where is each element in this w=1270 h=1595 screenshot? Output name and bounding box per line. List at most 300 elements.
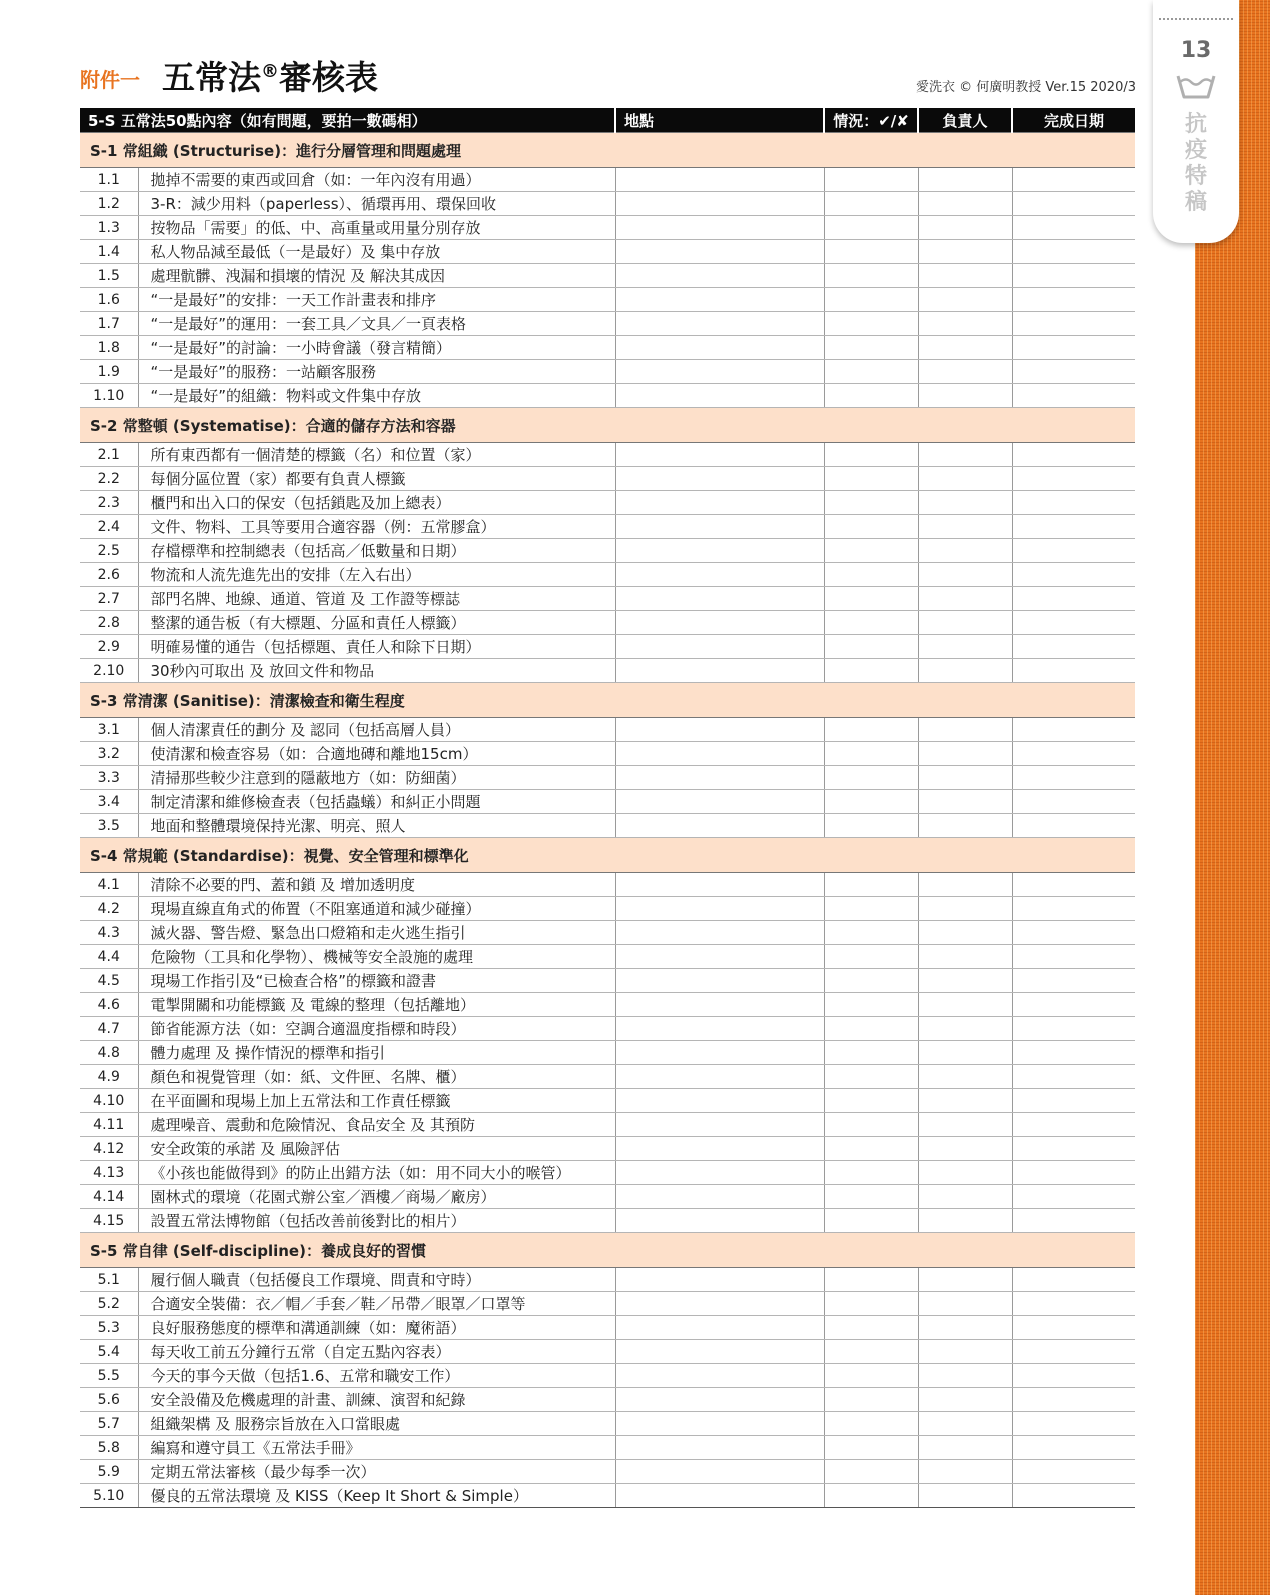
location-cell[interactable] bbox=[615, 1089, 824, 1113]
responsible-cell[interactable] bbox=[918, 993, 1012, 1017]
responsible-cell[interactable] bbox=[918, 443, 1012, 467]
table-row bbox=[80, 264, 1135, 288]
responsible-cell[interactable] bbox=[918, 1436, 1012, 1460]
table-row bbox=[80, 1185, 1135, 1209]
responsible-cell[interactable] bbox=[918, 1161, 1012, 1185]
item-text: 合適安全裝備：衣／帽／手套／鞋／吊帶／眼罩／口罩等 bbox=[138, 1292, 615, 1316]
responsible-cell[interactable] bbox=[918, 814, 1012, 838]
table-row bbox=[80, 1292, 1135, 1316]
status-cell[interactable] bbox=[824, 467, 918, 491]
status-cell[interactable] bbox=[824, 563, 918, 587]
location-cell[interactable] bbox=[615, 1161, 824, 1185]
status-cell[interactable] bbox=[824, 611, 918, 635]
responsible-cell[interactable] bbox=[918, 1137, 1012, 1161]
responsible-cell[interactable] bbox=[918, 1268, 1012, 1292]
responsible-cell[interactable] bbox=[918, 921, 1012, 945]
location-cell[interactable] bbox=[615, 945, 824, 969]
completion-date-cell[interactable] bbox=[1012, 1017, 1135, 1041]
responsible-cell[interactable] bbox=[918, 969, 1012, 993]
location-cell[interactable] bbox=[615, 360, 824, 384]
completion-date-cell[interactable] bbox=[1012, 312, 1135, 336]
responsible-cell[interactable] bbox=[918, 873, 1012, 897]
tab-vertical-label bbox=[1153, 112, 1239, 216]
completion-date-cell[interactable] bbox=[1012, 360, 1135, 384]
title-text: 五常法 bbox=[162, 58, 261, 97]
item-number: 4.8 bbox=[80, 1041, 138, 1065]
item-number: 3.4 bbox=[80, 790, 138, 814]
item-text: 清掃那些較少注意到的隱蔽地方（如：防細菌） bbox=[138, 766, 615, 790]
completion-date-cell[interactable] bbox=[1012, 1316, 1135, 1340]
table-row bbox=[80, 1065, 1135, 1089]
location-cell[interactable] bbox=[615, 1340, 824, 1364]
item-text: 櫃門和出入口的保安（包括鎖匙及加上總表） bbox=[138, 491, 615, 515]
responsible-cell[interactable] bbox=[918, 240, 1012, 264]
location-cell[interactable] bbox=[615, 921, 824, 945]
location-cell[interactable] bbox=[615, 491, 824, 515]
responsible-cell[interactable] bbox=[918, 360, 1012, 384]
completion-date-cell[interactable] bbox=[1012, 539, 1135, 563]
item-number: 5.6 bbox=[80, 1388, 138, 1412]
status-cell[interactable] bbox=[824, 443, 918, 467]
responsible-cell[interactable] bbox=[918, 1292, 1012, 1316]
status-cell[interactable] bbox=[824, 264, 918, 288]
location-cell[interactable] bbox=[615, 240, 824, 264]
column-header-content: 5-S 五常法50點內容（如有問題，要拍一數碼相） bbox=[80, 108, 615, 133]
completion-date-cell[interactable] bbox=[1012, 1364, 1135, 1388]
location-cell[interactable] bbox=[615, 766, 824, 790]
item-number: 1.3 bbox=[80, 216, 138, 240]
item-text: 履行個人職責（包括優良工作環境、問責和守時） bbox=[138, 1268, 615, 1292]
location-cell[interactable] bbox=[615, 1412, 824, 1436]
item-number: 2.1 bbox=[80, 443, 138, 467]
item-number: 5.4 bbox=[80, 1340, 138, 1364]
tab-label-char: 疫 bbox=[1184, 138, 1207, 163]
completion-date-cell[interactable] bbox=[1012, 1185, 1135, 1209]
item-text: 處理噪音、震動和危險情況、食品安全 及 其預防 bbox=[138, 1113, 615, 1137]
status-cell[interactable] bbox=[824, 814, 918, 838]
status-cell[interactable] bbox=[824, 1137, 918, 1161]
location-cell[interactable] bbox=[615, 539, 824, 563]
location-cell[interactable] bbox=[615, 742, 824, 766]
item-text: 電掣開關和功能標籤 及 電線的整理（包括離地） bbox=[138, 993, 615, 1017]
table-row bbox=[80, 467, 1135, 491]
responsible-cell[interactable] bbox=[918, 897, 1012, 921]
status-cell[interactable] bbox=[824, 1436, 918, 1460]
responsible-cell[interactable] bbox=[918, 192, 1012, 216]
responsible-cell[interactable] bbox=[918, 1089, 1012, 1113]
completion-date-cell[interactable] bbox=[1012, 336, 1135, 360]
responsible-cell[interactable] bbox=[918, 1316, 1012, 1340]
status-cell[interactable] bbox=[824, 873, 918, 897]
table-row bbox=[80, 336, 1135, 360]
status-cell[interactable] bbox=[824, 1484, 918, 1508]
location-cell[interactable] bbox=[615, 1292, 824, 1316]
item-text: 整潔的通告板（有大標題、分區和責任人標籤） bbox=[138, 611, 615, 635]
responsible-cell[interactable] bbox=[918, 168, 1012, 192]
item-number: 4.11 bbox=[80, 1113, 138, 1137]
completion-date-cell[interactable] bbox=[1012, 790, 1135, 814]
table-row bbox=[80, 443, 1135, 467]
status-cell[interactable] bbox=[824, 384, 918, 408]
item-number: 1.1 bbox=[80, 168, 138, 192]
table-row bbox=[80, 814, 1135, 838]
responsible-cell[interactable] bbox=[918, 384, 1012, 408]
status-cell[interactable] bbox=[824, 515, 918, 539]
item-text: 物流和人流先進先出的安排（左入右出） bbox=[138, 563, 615, 587]
completion-date-cell[interactable] bbox=[1012, 563, 1135, 587]
table-row bbox=[80, 1113, 1135, 1137]
item-text: “一是最好”的服務：一站顧客服務 bbox=[138, 360, 615, 384]
responsible-cell[interactable] bbox=[918, 1340, 1012, 1364]
completion-date-cell[interactable] bbox=[1012, 945, 1135, 969]
responsible-cell[interactable] bbox=[918, 659, 1012, 683]
item-text: 文件、物料、工具等要用合適容器（例：五常膠盒） bbox=[138, 515, 615, 539]
status-cell[interactable] bbox=[824, 336, 918, 360]
completion-date-cell[interactable] bbox=[1012, 587, 1135, 611]
status-cell[interactable] bbox=[824, 491, 918, 515]
item-number: 2.10 bbox=[80, 659, 138, 683]
responsible-cell[interactable] bbox=[918, 336, 1012, 360]
responsible-cell[interactable] bbox=[918, 216, 1012, 240]
status-cell[interactable] bbox=[824, 1185, 918, 1209]
completion-date-cell[interactable] bbox=[1012, 1268, 1135, 1292]
responsible-cell[interactable] bbox=[918, 1209, 1012, 1233]
item-text: 體力處理 及 操作情況的標準和指引 bbox=[138, 1041, 615, 1065]
status-cell[interactable] bbox=[824, 1209, 918, 1233]
location-cell[interactable] bbox=[615, 1209, 824, 1233]
completion-date-cell[interactable] bbox=[1012, 168, 1135, 192]
responsible-cell[interactable] bbox=[918, 790, 1012, 814]
responsible-cell[interactable] bbox=[918, 1113, 1012, 1137]
item-text: 處理骯髒、洩漏和損壞的情況 及 解決其成因 bbox=[138, 264, 615, 288]
responsible-cell[interactable] bbox=[918, 264, 1012, 288]
item-text: 滅火器、警告燈、緊急出口燈箱和走火逃生指引 bbox=[138, 921, 615, 945]
item-text: 組織架構 及 服務宗旨放在入口當眼處 bbox=[138, 1412, 615, 1436]
completion-date-cell[interactable] bbox=[1012, 921, 1135, 945]
section-title: S-1 常組織 (Structurise)：進行分層管理和問題處理 bbox=[80, 133, 1135, 168]
location-cell[interactable] bbox=[615, 1484, 824, 1508]
completion-date-cell[interactable] bbox=[1012, 766, 1135, 790]
item-text: “一是最好”的運用：一套工具／文具／一頁表格 bbox=[138, 312, 615, 336]
completion-date-cell[interactable] bbox=[1012, 659, 1135, 683]
location-cell[interactable] bbox=[615, 443, 824, 467]
table-row bbox=[80, 969, 1135, 993]
location-cell[interactable] bbox=[615, 1185, 824, 1209]
status-cell[interactable] bbox=[824, 288, 918, 312]
completion-date-cell[interactable] bbox=[1012, 1340, 1135, 1364]
location-cell[interactable] bbox=[615, 1364, 824, 1388]
item-number: 5.8 bbox=[80, 1436, 138, 1460]
status-cell[interactable] bbox=[824, 897, 918, 921]
status-cell[interactable] bbox=[824, 635, 918, 659]
location-cell[interactable] bbox=[615, 467, 824, 491]
responsible-cell[interactable] bbox=[918, 718, 1012, 742]
table-row bbox=[80, 897, 1135, 921]
status-cell[interactable] bbox=[824, 1268, 918, 1292]
status-cell[interactable] bbox=[824, 1388, 918, 1412]
section-header-row bbox=[80, 1233, 1135, 1268]
completion-date-cell[interactable] bbox=[1012, 1137, 1135, 1161]
status-cell[interactable] bbox=[824, 1113, 918, 1137]
location-cell[interactable] bbox=[615, 873, 824, 897]
responsible-cell[interactable] bbox=[918, 945, 1012, 969]
item-number: 4.2 bbox=[80, 897, 138, 921]
responsible-cell[interactable] bbox=[918, 587, 1012, 611]
responsible-cell[interactable] bbox=[918, 288, 1012, 312]
responsible-cell[interactable] bbox=[918, 1388, 1012, 1412]
completion-date-cell[interactable] bbox=[1012, 873, 1135, 897]
item-number: 5.5 bbox=[80, 1364, 138, 1388]
completion-date-cell[interactable] bbox=[1012, 384, 1135, 408]
item-text: 編寫和遵守員工《五常法手冊》 bbox=[138, 1436, 615, 1460]
completion-date-cell[interactable] bbox=[1012, 1412, 1135, 1436]
completion-date-cell[interactable] bbox=[1012, 1113, 1135, 1137]
location-cell[interactable] bbox=[615, 563, 824, 587]
completion-date-cell[interactable] bbox=[1012, 897, 1135, 921]
table-row bbox=[80, 288, 1135, 312]
item-number: 4.1 bbox=[80, 873, 138, 897]
completion-date-cell[interactable] bbox=[1012, 742, 1135, 766]
item-number: 3.1 bbox=[80, 718, 138, 742]
completion-date-cell[interactable] bbox=[1012, 443, 1135, 467]
table-row bbox=[80, 873, 1135, 897]
status-cell[interactable] bbox=[824, 1089, 918, 1113]
item-number: 2.7 bbox=[80, 587, 138, 611]
location-cell[interactable] bbox=[615, 790, 824, 814]
item-number: 4.15 bbox=[80, 1209, 138, 1233]
status-cell[interactable] bbox=[824, 1041, 918, 1065]
location-cell[interactable] bbox=[615, 1460, 824, 1484]
completion-date-cell[interactable] bbox=[1012, 264, 1135, 288]
table-row bbox=[80, 1268, 1135, 1292]
responsible-cell[interactable] bbox=[918, 635, 1012, 659]
location-cell[interactable] bbox=[615, 587, 824, 611]
responsible-cell[interactable] bbox=[918, 1364, 1012, 1388]
completion-date-cell[interactable] bbox=[1012, 718, 1135, 742]
status-cell[interactable] bbox=[824, 1412, 918, 1436]
location-cell[interactable] bbox=[615, 216, 824, 240]
location-cell[interactable] bbox=[615, 1316, 824, 1340]
location-cell[interactable] bbox=[615, 814, 824, 838]
item-number: 1.4 bbox=[80, 240, 138, 264]
completion-date-cell[interactable] bbox=[1012, 1484, 1135, 1508]
location-cell[interactable] bbox=[615, 515, 824, 539]
responsible-cell[interactable] bbox=[918, 1041, 1012, 1065]
table-row bbox=[80, 1340, 1135, 1364]
completion-date-cell[interactable] bbox=[1012, 1041, 1135, 1065]
item-text: 節省能源方法（如：空調合適溫度指標和時段） bbox=[138, 1017, 615, 1041]
status-cell[interactable] bbox=[824, 993, 918, 1017]
status-cell[interactable] bbox=[824, 360, 918, 384]
status-cell[interactable] bbox=[824, 1316, 918, 1340]
completion-date-cell[interactable] bbox=[1012, 216, 1135, 240]
responsible-cell[interactable] bbox=[918, 539, 1012, 563]
item-text: “一是最好”的組織：物料或文件集中存放 bbox=[138, 384, 615, 408]
completion-date-cell[interactable] bbox=[1012, 1388, 1135, 1412]
status-cell[interactable] bbox=[824, 1364, 918, 1388]
table-row bbox=[80, 1364, 1135, 1388]
location-cell[interactable] bbox=[615, 192, 824, 216]
item-number: 1.9 bbox=[80, 360, 138, 384]
location-cell[interactable] bbox=[615, 659, 824, 683]
responsible-cell[interactable] bbox=[918, 611, 1012, 635]
status-cell[interactable] bbox=[824, 587, 918, 611]
table-row bbox=[80, 790, 1135, 814]
location-cell[interactable] bbox=[615, 1041, 824, 1065]
status-cell[interactable] bbox=[824, 766, 918, 790]
tab-label-char: 特 bbox=[1184, 164, 1207, 189]
audit-table-body bbox=[80, 108, 1135, 1508]
location-cell[interactable] bbox=[615, 1268, 824, 1292]
status-cell[interactable] bbox=[824, 192, 918, 216]
location-cell[interactable] bbox=[615, 718, 824, 742]
completion-date-cell[interactable] bbox=[1012, 515, 1135, 539]
column-header-location: 地點 bbox=[615, 108, 824, 133]
item-number: 4.7 bbox=[80, 1017, 138, 1041]
status-cell[interactable] bbox=[824, 240, 918, 264]
location-cell[interactable] bbox=[615, 312, 824, 336]
responsible-cell[interactable] bbox=[918, 312, 1012, 336]
status-cell[interactable] bbox=[824, 1340, 918, 1364]
status-cell[interactable] bbox=[824, 539, 918, 563]
completion-date-cell[interactable] bbox=[1012, 1065, 1135, 1089]
title-prefix: 附件一 bbox=[80, 68, 140, 92]
table-row bbox=[80, 1041, 1135, 1065]
status-cell[interactable] bbox=[824, 659, 918, 683]
location-cell[interactable] bbox=[615, 1436, 824, 1460]
responsible-cell[interactable] bbox=[918, 563, 1012, 587]
item-text: 部門名牌、地線、通道、管道 及 工作證等標誌 bbox=[138, 587, 615, 611]
completion-date-cell[interactable] bbox=[1012, 1209, 1135, 1233]
table-row bbox=[80, 1436, 1135, 1460]
location-cell[interactable] bbox=[615, 969, 824, 993]
item-text: 私人物品減至最低（一是最好）及 集中存放 bbox=[138, 240, 615, 264]
completion-date-cell[interactable] bbox=[1012, 192, 1135, 216]
item-text: 安全政策的承諾 及 風險評估 bbox=[138, 1137, 615, 1161]
completion-date-cell[interactable] bbox=[1012, 1161, 1135, 1185]
completion-date-cell[interactable] bbox=[1012, 814, 1135, 838]
table-row bbox=[80, 563, 1135, 587]
status-cell[interactable] bbox=[824, 921, 918, 945]
responsible-cell[interactable] bbox=[918, 491, 1012, 515]
responsible-cell[interactable] bbox=[918, 1412, 1012, 1436]
status-cell[interactable] bbox=[824, 718, 918, 742]
location-cell[interactable] bbox=[615, 1388, 824, 1412]
table-row bbox=[80, 1089, 1135, 1113]
completion-date-cell[interactable] bbox=[1012, 1436, 1135, 1460]
location-cell[interactable] bbox=[615, 635, 824, 659]
column-header-completion-date: 完成日期 bbox=[1012, 108, 1135, 133]
status-cell[interactable] bbox=[824, 1017, 918, 1041]
status-cell[interactable] bbox=[824, 969, 918, 993]
responsible-cell[interactable] bbox=[918, 515, 1012, 539]
location-cell[interactable] bbox=[615, 993, 824, 1017]
tab-label-char: 抗 bbox=[1184, 112, 1207, 137]
item-text: 園林式的環境（花園式辦公室／酒樓／商場／廠房） bbox=[138, 1185, 615, 1209]
item-number: 5.7 bbox=[80, 1412, 138, 1436]
status-cell[interactable] bbox=[824, 168, 918, 192]
location-cell[interactable] bbox=[615, 264, 824, 288]
table-row bbox=[80, 587, 1135, 611]
location-cell[interactable] bbox=[615, 1137, 824, 1161]
location-cell[interactable] bbox=[615, 897, 824, 921]
responsible-cell[interactable] bbox=[918, 1460, 1012, 1484]
item-number: 1.8 bbox=[80, 336, 138, 360]
status-cell[interactable] bbox=[824, 1460, 918, 1484]
item-text: 明確易懂的通告（包括標題、責任人和除下日期） bbox=[138, 635, 615, 659]
table-row bbox=[80, 659, 1135, 683]
item-number: 1.7 bbox=[80, 312, 138, 336]
table-row bbox=[80, 1316, 1135, 1340]
location-cell[interactable] bbox=[615, 1065, 824, 1089]
responsible-cell[interactable] bbox=[918, 1185, 1012, 1209]
responsible-cell[interactable] bbox=[918, 1017, 1012, 1041]
item-number: 1.6 bbox=[80, 288, 138, 312]
completion-date-cell[interactable] bbox=[1012, 467, 1135, 491]
status-cell[interactable] bbox=[824, 790, 918, 814]
responsible-cell[interactable] bbox=[918, 467, 1012, 491]
table-row bbox=[80, 766, 1135, 790]
location-cell[interactable] bbox=[615, 611, 824, 635]
status-cell[interactable] bbox=[824, 742, 918, 766]
table-row bbox=[80, 1137, 1135, 1161]
status-cell[interactable] bbox=[824, 1161, 918, 1185]
table-row bbox=[80, 611, 1135, 635]
completion-date-cell[interactable] bbox=[1012, 1460, 1135, 1484]
location-cell[interactable] bbox=[615, 1113, 824, 1137]
completion-date-cell[interactable] bbox=[1012, 1089, 1135, 1113]
item-text: 3-R：減少用料（paperless）、循環再用、環保回收 bbox=[138, 192, 615, 216]
responsible-cell[interactable] bbox=[918, 766, 1012, 790]
section-header-row bbox=[80, 683, 1135, 718]
completion-date-cell[interactable] bbox=[1012, 240, 1135, 264]
item-text: “一是最好”的討論：一小時會議（發言精簡） bbox=[138, 336, 615, 360]
status-cell[interactable] bbox=[824, 945, 918, 969]
responsible-cell[interactable] bbox=[918, 1484, 1012, 1508]
item-text: 每天收工前五分鐘行五常（自定五點內容表） bbox=[138, 1340, 615, 1364]
status-cell[interactable] bbox=[824, 1065, 918, 1089]
table-row bbox=[80, 1209, 1135, 1233]
item-text: 存檔標準和控制總表（包括高／低數量和日期） bbox=[138, 539, 615, 563]
chapter-tab bbox=[1153, 0, 1239, 243]
item-text: 良好服務態度的標準和溝通訓練（如：魔術語） bbox=[138, 1316, 615, 1340]
status-cell[interactable] bbox=[824, 216, 918, 240]
location-cell[interactable] bbox=[615, 288, 824, 312]
location-cell[interactable] bbox=[615, 384, 824, 408]
completion-date-cell[interactable] bbox=[1012, 288, 1135, 312]
completion-date-cell[interactable] bbox=[1012, 611, 1135, 635]
location-cell[interactable] bbox=[615, 1017, 824, 1041]
completion-date-cell[interactable] bbox=[1012, 969, 1135, 993]
location-cell[interactable] bbox=[615, 336, 824, 360]
status-cell[interactable] bbox=[824, 312, 918, 336]
status-cell[interactable] bbox=[824, 1292, 918, 1316]
tab-label-char: 稿 bbox=[1184, 190, 1207, 215]
item-number: 4.9 bbox=[80, 1065, 138, 1089]
location-cell[interactable] bbox=[615, 168, 824, 192]
table-header-row bbox=[80, 108, 1135, 133]
table-row bbox=[80, 993, 1135, 1017]
completion-date-cell[interactable] bbox=[1012, 635, 1135, 659]
responsible-cell[interactable] bbox=[918, 1065, 1012, 1089]
completion-date-cell[interactable] bbox=[1012, 491, 1135, 515]
item-text: 今天的事今天做（包括1.6、五常和職安工作） bbox=[138, 1364, 615, 1388]
completion-date-cell[interactable] bbox=[1012, 993, 1135, 1017]
item-number: 2.4 bbox=[80, 515, 138, 539]
responsible-cell[interactable] bbox=[918, 742, 1012, 766]
completion-date-cell[interactable] bbox=[1012, 1292, 1135, 1316]
item-text: 優良的五常法環境 及 KISS（Keep It Short & Simple） bbox=[138, 1484, 615, 1508]
